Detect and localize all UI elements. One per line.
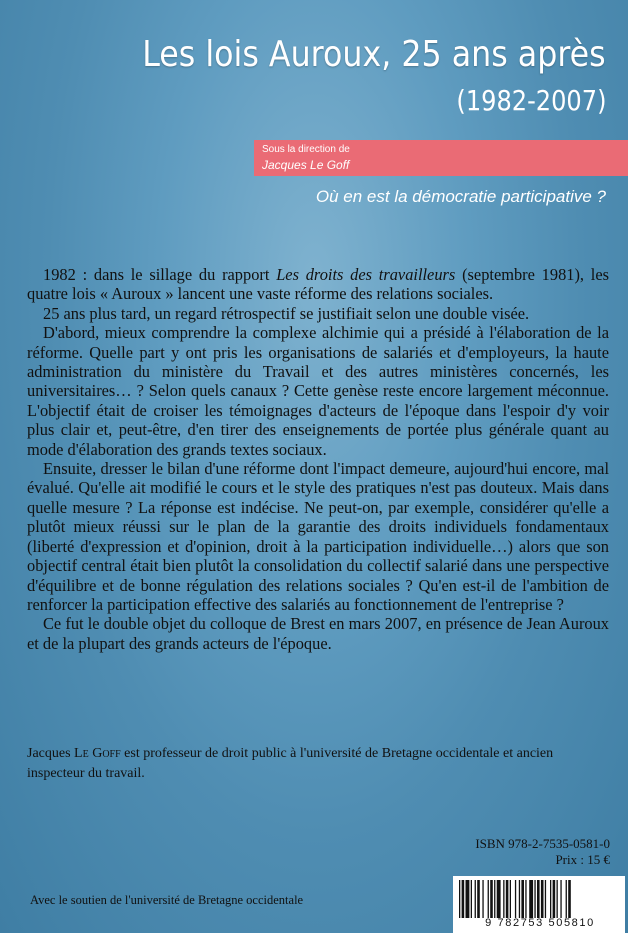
blurb-text [27, 265, 609, 653]
report-title: Les droits des travailleurs [276, 265, 456, 284]
editor-name: Jacques Le Goff [262, 158, 350, 172]
book-years: (1982-2007) [455, 84, 606, 117]
barcode [453, 876, 625, 933]
support-credit: Avec le soutien de l'université de Bretagne occidentale [30, 893, 304, 907]
isbn-block [475, 836, 610, 868]
price-label: Prix : 15 € [555, 852, 610, 867]
blurb-paragraph-2: 25 ans plus tard, un regard rétrospectif se justifiait selon une double visée. [43, 303, 530, 323]
blurb-paragraph-3: D'abord, mieux comprendre la complexe alchimie qui a présidé à l'élaboration de la réforme. Quelle part y ont pris les organisations de salariés et d'employeurs, la haute administration du ministère du Travail et des autres ministères concernés, les universitaires… ? Selon quels canaux ? Cette genèse reste encore largement méconnue. L'objectif était de croiser les témoignages d'acteurs de l'époque dans l'espoir d'y voir plus clair et, peut-être, d'en tirer des enseignements de portée plus générale quant au mode d'élaboration des grands textes sociaux. [27, 323, 609, 459]
book-title: Les lois Auroux, 25 ans après [142, 34, 606, 75]
author-last-name: Le Goff [74, 746, 121, 761]
editor-band [254, 140, 628, 176]
blurb-paragraph-4: Ensuite, dresser le bilan d'une réforme dont l'impact demeure, aujourd'hui encore, mal évalué. Qu'elle ait modifié le cours et le style des pratiques n'est pas douteux. Mais dans quelle mesure ? La réponse est indécise. Ne peut-on, par exemple, considérer qu'elle a plutôt mieux réussi sur le plan de la garantie des droits individuels fondamentaux (liberté d'expression et d'opinion, droit à la participation individuelle…) alors que son objectif central était bien plutôt la consolidation du collectif salarié dans une perspective d'équilibre et de bonne régulation des relations sociales ? Qu'en est-il de l'ambition de renforcer la participation effective des salariés au fonctionnement de l'entreprise ? [27, 459, 609, 614]
barcode-bars-icon [459, 880, 619, 918]
author-bio: Jacques Le Goff est professeur de droit public à l'université de Bretagne occidentale et ancien inspecteur du travail. [27, 746, 554, 781]
isbn-number: ISBN 978-2-7535-0581-0 [475, 836, 610, 851]
blurb-paragraph-1: 1982 : dans le sillage du rapport Les droits des travailleurs (septembre 1981), les quatre lois « Auroux » lancent une vaste réforme des relations sociales. [27, 265, 609, 304]
editor-label: Sous la direction de [262, 144, 350, 155]
barcode-digits: 9 782753 505810 [485, 917, 595, 929]
book-subtitle: Où en est la démocratie participative ? [315, 187, 606, 206]
blurb-paragraph-5: Ce fut le double objet du colloque de Brest en mars 2007, en présence de Jean Auroux et de la plupart des grands acteurs de l'époque. [27, 614, 609, 653]
